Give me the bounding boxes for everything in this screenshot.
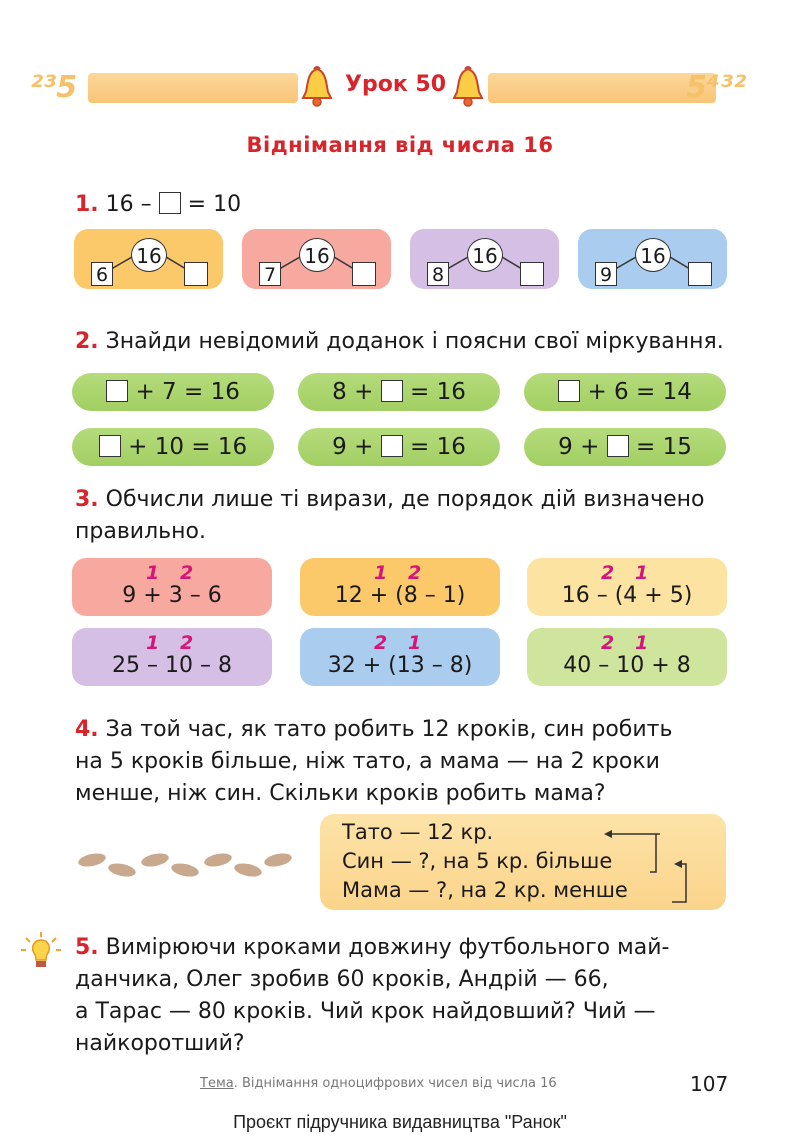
number-tree-card bbox=[578, 229, 727, 289]
whole-number-circle: 16 bbox=[299, 238, 335, 272]
expression-text: 32 + (13 – 8) bbox=[327, 653, 473, 678]
header-banner-right bbox=[488, 73, 716, 103]
info-line-mom: Мама — ?, на 2 кр. менше bbox=[342, 878, 628, 902]
order-mark: 2 bbox=[601, 632, 615, 654]
answer-box[interactable] bbox=[184, 262, 208, 286]
decorative-numbers-left: ²³5 bbox=[30, 70, 78, 105]
expression-text: 12 + (8 – 1) bbox=[334, 583, 466, 608]
equation-pill: 8 + = 16 bbox=[298, 373, 500, 411]
expression-card bbox=[72, 628, 272, 686]
task-number: 3. bbox=[75, 487, 99, 512]
bell-icon bbox=[451, 66, 485, 108]
expression-card bbox=[527, 558, 727, 616]
page-number: 107 bbox=[690, 1072, 729, 1096]
number-tree-card bbox=[410, 229, 559, 289]
answer-box[interactable] bbox=[381, 380, 403, 402]
answer-box[interactable] bbox=[688, 262, 712, 286]
footprints-icon bbox=[70, 840, 305, 885]
part-number-box: 7 bbox=[259, 262, 281, 286]
task-number: 1. bbox=[75, 192, 99, 217]
relation-arrows bbox=[590, 824, 710, 904]
part-number-box: 6 bbox=[91, 262, 113, 286]
decorative-numbers-right: 5⁴³² bbox=[686, 70, 747, 105]
task-number: 2. bbox=[75, 329, 99, 354]
whole-number-circle: 16 bbox=[467, 238, 503, 272]
equation-pill: 9 + = 15 bbox=[524, 428, 726, 466]
whole-number-circle: 16 bbox=[635, 238, 671, 272]
whole-number-circle: 16 bbox=[131, 238, 167, 272]
expression-card bbox=[300, 558, 500, 616]
equation-pill: + 6 = 14 bbox=[524, 373, 726, 411]
expression-card bbox=[300, 628, 500, 686]
topic-title: Віднімання від числа 16 bbox=[246, 133, 554, 157]
answer-box[interactable] bbox=[352, 262, 376, 286]
lightbulb-icon bbox=[20, 930, 62, 972]
equation-pill: + 7 = 16 bbox=[72, 373, 274, 411]
number-tree-card bbox=[74, 229, 223, 289]
order-mark: 2 bbox=[601, 562, 615, 584]
info-line-dad: Тато — 12 кр. bbox=[342, 820, 494, 844]
expression-card bbox=[527, 628, 727, 686]
order-mark: 2 bbox=[374, 632, 388, 654]
answer-box[interactable] bbox=[106, 380, 128, 402]
order-mark: 1 bbox=[146, 562, 160, 584]
answer-box[interactable] bbox=[607, 435, 629, 457]
equation-pill: + 10 = 16 bbox=[72, 428, 274, 466]
order-mark: 1 bbox=[146, 632, 160, 654]
expression-card bbox=[72, 558, 272, 616]
publisher-credit: Проєкт підручника видавництва "Ранок" bbox=[233, 1112, 567, 1132]
task3-text: 3. Обчисли лише ті вирази, де порядок дій визначено правильно. bbox=[75, 487, 705, 544]
answer-box[interactable] bbox=[520, 262, 544, 286]
answer-box[interactable] bbox=[558, 380, 580, 402]
equation-pill: 9 + = 16 bbox=[298, 428, 500, 466]
answer-box[interactable] bbox=[381, 435, 403, 457]
task4-info-box bbox=[320, 814, 726, 910]
answer-box[interactable] bbox=[99, 435, 121, 457]
order-mark: 2 bbox=[180, 562, 194, 584]
info-line-son: Син — ?, на 5 кр. більше bbox=[342, 849, 613, 873]
order-mark: 1 bbox=[635, 562, 649, 584]
number-tree-card bbox=[242, 229, 391, 289]
expression-text: 25 – 10 – 8 bbox=[112, 653, 232, 678]
order-mark: 2 bbox=[180, 632, 194, 654]
task2-text: 2. Знайди невідомий доданок і поясни свої міркування. bbox=[75, 329, 724, 354]
lesson-title: Урок 50 bbox=[345, 72, 447, 97]
part-number-box: 8 bbox=[427, 262, 449, 286]
task-number: 5. bbox=[75, 935, 99, 960]
expression-text: 9 + 3 – 6 bbox=[122, 583, 222, 608]
task1-equation: 1. 16 – = 10 bbox=[75, 192, 242, 217]
expression-text: 16 – (4 + 5) bbox=[561, 583, 693, 608]
bell-icon bbox=[300, 66, 334, 108]
task-number: 4. bbox=[75, 717, 99, 742]
expression-text: 40 – 10 + 8 bbox=[563, 653, 691, 678]
task5-text: 5. Вимірюючи кроками довжину футбольного май- данчика, Олег зробив 60 кроків, Андрій — 66, а Тарас — 80 кроків. Чий крок найдовший? Чий — найкоротший? bbox=[75, 935, 670, 1056]
footer-topic: Тема. Віднімання одноцифрових чисел від числа 16 bbox=[200, 1076, 557, 1091]
answer-box[interactable] bbox=[159, 192, 181, 214]
order-mark: 1 bbox=[408, 632, 422, 654]
order-mark: 1 bbox=[374, 562, 388, 584]
part-number-box: 9 bbox=[595, 262, 617, 286]
order-mark: 2 bbox=[408, 562, 422, 584]
header-banner-left bbox=[88, 73, 298, 103]
order-mark: 1 bbox=[635, 632, 649, 654]
task4-text: 4. За той час, як тато робить 12 кроків, син робить на 5 кроків більше, ніж тато, а мама — на 2 кроки менше, ніж син. Скільки кроків робить мама? bbox=[75, 717, 673, 806]
